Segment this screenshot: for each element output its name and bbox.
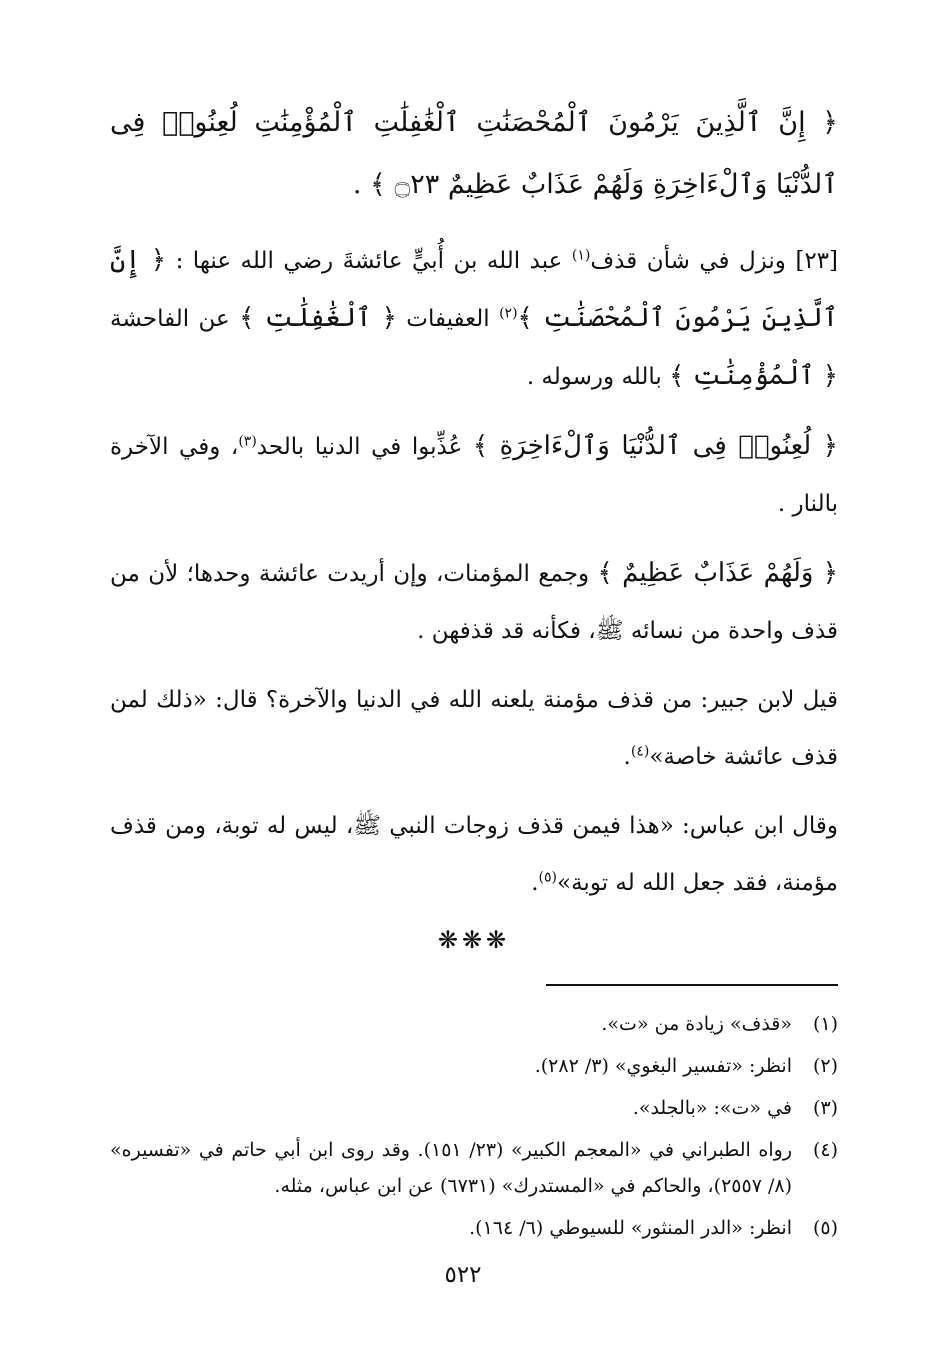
verse-open-bracket: ﴿ [822, 107, 838, 138]
paragraph-1-text: عن الفاحشة [110, 306, 240, 332]
paragraph-4 [110, 672, 838, 786]
verse-text: إِنَّ ٱلَّذِينَ يَرْمُونَ ٱلْمُحْصَنَٰتِ ٱلْغَٰفِلَٰتِ ٱلْمُؤْمِنَٰتِ لُعِنُوا۟ فِى ٱلدُّنْيَا وَٱلْءَاخِرَةِ وَلَهُمْ عَذَابٌ عَظِيمٌ [110, 107, 838, 200]
paragraph-2 [110, 418, 838, 533]
footnote-text: رواه الطبراني في «المعجم الكبير» (٢٣/ ١٥١). وقد روى ابن أبي حاتم في «تفسيره» (٨/ ٢٥٥٧)، والحاكم في «المستدرك» (٦٧٣١) عن ابن عباس، مثله. [110, 1139, 792, 1197]
paragraph-3 [110, 545, 838, 660]
paragraph-4-text: قيل لابن جبير: من قذف مؤمنة يلعنه الله في الدنيا والآخرة؟ قال: «ذلك لمن قذف عائشة خاصة» [110, 687, 838, 770]
paragraph-2-text: عُذِّبوا في الدنيا بالحد [256, 434, 473, 460]
paragraph-1-text: [٢٣] ونزل في شأن قذف [590, 248, 839, 274]
quran-quote: ﴿ إِنَّ ٱلَّذِينَ يَرْمُونَ ٱلْمُحْصَنَٰتِ ﴾ [110, 245, 839, 333]
quran-quote: ﴿ ٱلْمُؤْمِنَٰتِ ﴾ [669, 361, 838, 391]
footnote-item [110, 1132, 838, 1204]
paragraph-1 [110, 232, 838, 406]
section-separator: ❋❋❋ [437, 926, 511, 954]
footnote-text: في «ت»: «بالجلد». [632, 1097, 792, 1119]
footnote-ref-4: (٤) [630, 743, 650, 760]
footnote-item [110, 1006, 838, 1042]
paragraph-1-text: العفيفات [396, 306, 500, 332]
footnote-number: (٥) [812, 1217, 838, 1239]
footnote-ref-2: (٢) [499, 305, 518, 322]
footnote-number: (٣) [812, 1097, 838, 1119]
paragraph-1-text: بالله ورسوله . [526, 364, 670, 390]
quran-quote: ﴿ وَلَهُمْ عَذَابٌ عَظِيمٌ ﴾ [597, 558, 838, 588]
quran-quote: ﴿ ٱلْغَٰفِلَٰتِ ﴾ [239, 303, 397, 333]
paragraph-5-text: . [531, 870, 539, 896]
footnote-item [110, 1048, 838, 1084]
verse-close-bracket: ﴾ . [352, 169, 386, 200]
footnote-item [110, 1090, 838, 1126]
ayah-number-marker: ۝٢٣ [394, 169, 440, 200]
paragraph-4-text: . [623, 744, 631, 770]
footnote-ref-3: (٣) [238, 433, 257, 450]
quran-quote: ﴿ لُعِنُوا۟ فِى ٱلدُّنْيَا وَٱلْءَاخِرَةِ ﴾ [472, 431, 838, 461]
footnote-ref-1: (١) [571, 247, 591, 264]
page-number: ٥٢٢ [444, 1262, 482, 1288]
footnote-number: (٤) [812, 1139, 838, 1161]
footnote-text: انظر: «الدر المنثور» للسيوطي (٦/ ١٦٤). [469, 1217, 792, 1239]
paragraph-3-text: وجمع المؤمنات، وإن أريدت عائشة وحدها؛ لأن من قذف واحدة من نسائه ﷺ، فكأنه قد قذفهن . [110, 561, 838, 644]
paragraph-5 [110, 798, 838, 912]
paragraph-2-text: ، وفي الآخرة بالنار . [110, 434, 838, 517]
paragraph-5-text: وقال ابن عباس: «هذا فيمن قذف زوجات النبي ﷺ، ليس له توبة، ومن قذف مؤمنة، فقد جعل الله له توبة» [110, 813, 838, 896]
footnote-text: «قذف» زيادة من «ت». [601, 1013, 792, 1035]
footnote-ref-5: (٥) [538, 869, 558, 886]
footnote-number: (١) [812, 1013, 838, 1035]
footnote-number: (٢) [812, 1055, 838, 1077]
footnote-item [110, 1210, 838, 1246]
paragraph-1-text: عبد الله بن أُبيٍّ عائشةَ رضي الله عنها : [175, 248, 572, 274]
footnote-divider [546, 984, 838, 986]
quran-verse [110, 92, 838, 216]
footnote-text: انظر: «تفسير البغوي» (٣/ ٢٨٢). [534, 1055, 792, 1077]
footnotes [110, 1006, 838, 1246]
